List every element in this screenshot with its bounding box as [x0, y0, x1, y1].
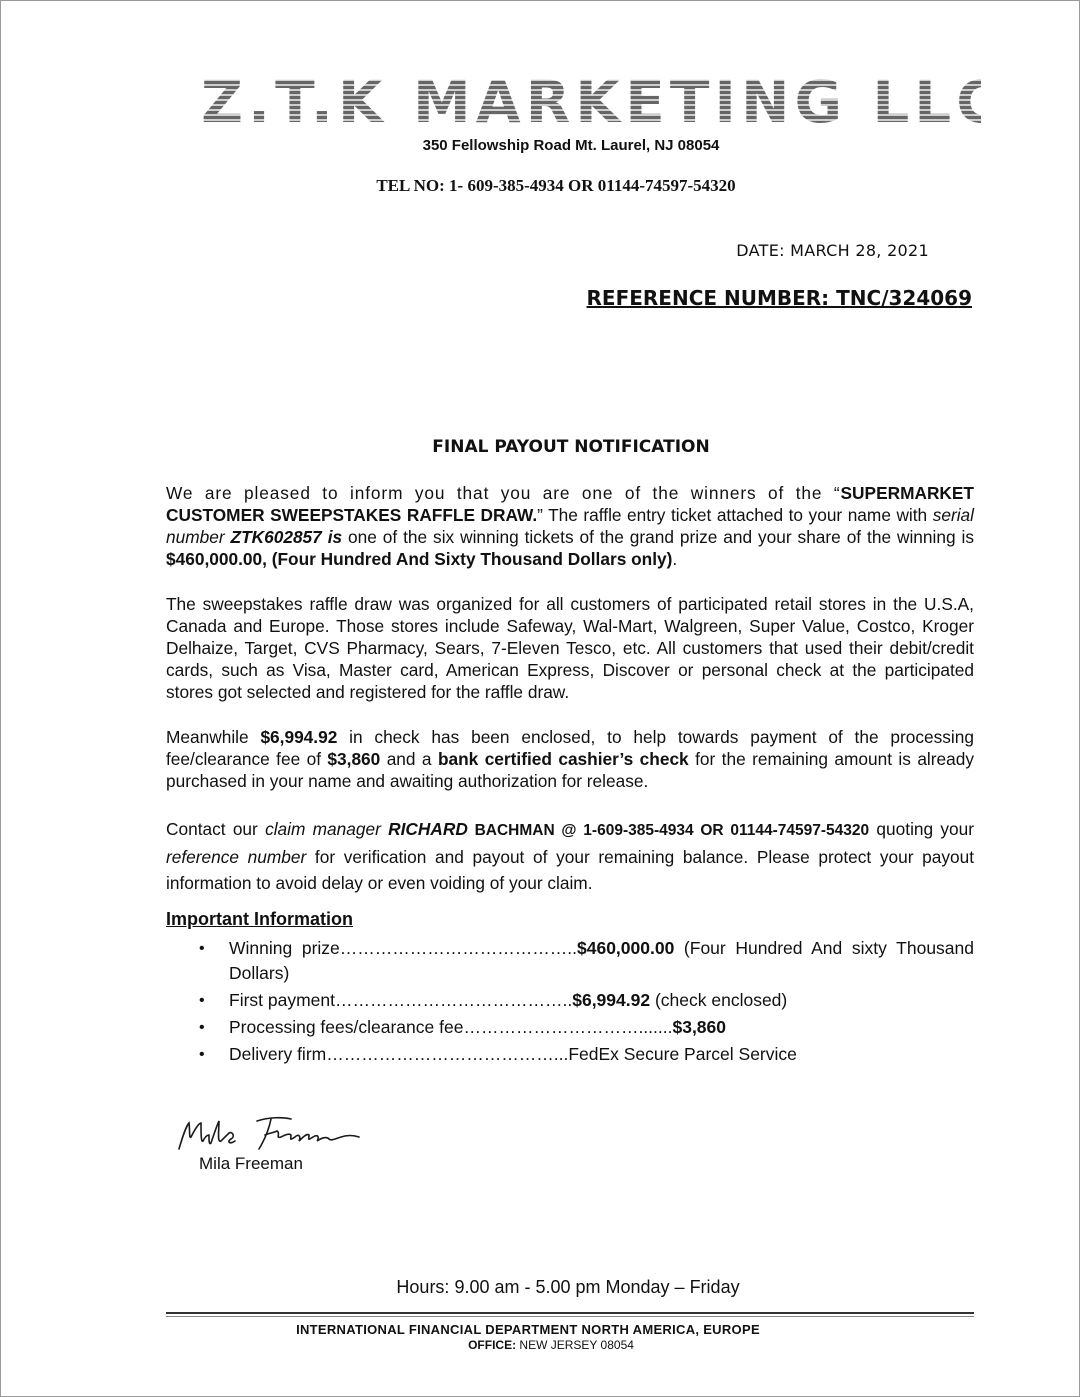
item-label: Winning prize………………………………….. [229, 938, 577, 958]
item-note: (check enclosed) [650, 990, 788, 1010]
item-value: $460,000.00 [577, 938, 675, 958]
paragraph-contact [166, 816, 974, 896]
company-telephone: TEL NO: 1- 609-385-4934 OR 01144-74597-54320 [376, 176, 736, 195]
paragraph-sweepstakes-details: The sweepstakes raffle draw was organized for all customers of participated retail stores in the U.S.A, Canada and Europe. Those stores include Safeway, Wal-Mart, Walgreen, Super Value, Costco, Kroger Delhaize, Target, CVS Pharmacy, Sears, 7-Eleven Tesco, etc. All customers that used their debit/credit cards, such as Visa, Master card, American Express, Discover or personal check at the participated stores got selected and registered for the raffle draw. [166, 594, 974, 702]
company-address: 350 Fellowship Road Mt. Laurel, NJ 08054 [422, 137, 720, 154]
winning-amount: $460,000.00, (Four Hundred And Sixty Thousand Dollars only) [166, 549, 673, 569]
letter-title: FINAL PAYOUT NOTIFICATION [432, 437, 710, 457]
list-item [166, 1015, 974, 1040]
reference-number-label: reference number [166, 847, 307, 867]
item-note: FedEx Secure Parcel Service [568, 1044, 797, 1064]
footer-department: INTERNATIONAL FINANCIAL DEPARTMENT NORTH AMERICA, EUROPE [296, 1322, 760, 1337]
office-value: NEW JERSEY 08054 [516, 1338, 634, 1352]
cashier-check: bank certified cashier’s check [437, 749, 689, 769]
para1-text: ” The raffle entry ticket attached to your name with [537, 505, 933, 525]
office-hours: Hours: 9.00 am - 5.00 pm Monday – Friday [396, 1277, 740, 1297]
list-item [166, 1042, 974, 1067]
check-amount: $6,994.92 [260, 727, 338, 747]
reference-number: REFERENCE NUMBER: TNC/324069 [586, 286, 972, 310]
claim-manager-first-name: RICHARD [388, 819, 468, 839]
raffle-name: SUPERMARKET CUSTOMER SWEEPSTAKES RAFFLE DRAW. [166, 483, 974, 525]
letter-date: DATE: MARCH 28, 2021 [736, 241, 929, 260]
signer-name: Mila Freeman [199, 1154, 303, 1173]
para4-text-3: for verification and payout of your remaining balance. Please protect your payout information to avoid delay or even voiding of your claim. [166, 847, 975, 893]
para1-intro: We are pleased to inform you that you are one of the winners of the “ [166, 483, 841, 503]
list-item [166, 936, 974, 986]
para1-text-2: one of the six winning tickets of the grand prize and your share of the winning is [342, 527, 974, 547]
important-information-heading: Important Information [166, 909, 353, 929]
office-label: OFFICE: [468, 1338, 517, 1352]
footer-office [1, 1338, 1080, 1352]
fee-amount: $3,860 [327, 749, 381, 769]
para4-text-2: quoting your [869, 819, 975, 839]
serial-number: ZTK602857 is [230, 527, 343, 547]
item-label: First payment………………………………….. [229, 990, 573, 1010]
footer-divider-thin [166, 1316, 974, 1317]
handwritten-signature [173, 1111, 363, 1160]
item-label: Processing fees/clearance fee…………………………....... [229, 1017, 673, 1037]
footer-divider [166, 1312, 974, 1314]
item-value: $3,860 [672, 1017, 727, 1037]
item-label: Delivery firm…………………………………... [229, 1044, 569, 1064]
para4-text: Contact our [166, 819, 266, 839]
signature-drawing [173, 1111, 363, 1155]
claim-manager-label: claim manager [265, 819, 389, 839]
item-value: $6,994.92 [572, 990, 651, 1010]
paragraph-winner-notice [166, 482, 974, 570]
company-logo: Z.T.K MARKETING LLC. [201, 68, 1031, 136]
para3-text-3: and a [380, 749, 438, 769]
list-item [166, 988, 974, 1013]
paragraph-check-enclosed [166, 726, 974, 792]
para1-end: . [672, 549, 678, 569]
para3-text-4: for the remaining amount is already purchased in your name and awaiting authorization for release. [166, 749, 975, 791]
item-note: (Four Hundred And sixty Thousand Dollars) [229, 938, 974, 983]
serial-label: serial number [166, 505, 974, 547]
para3-text: Meanwhile [166, 727, 261, 747]
claim-manager-contact: BACHMAN @ 1-609-385-4934 OR 01144-74597-54320 [467, 822, 870, 839]
para3-text-2: in check has been enclosed, to help towards payment of the processing fee/clearance fee of [166, 727, 974, 769]
important-information-list [166, 936, 974, 1069]
